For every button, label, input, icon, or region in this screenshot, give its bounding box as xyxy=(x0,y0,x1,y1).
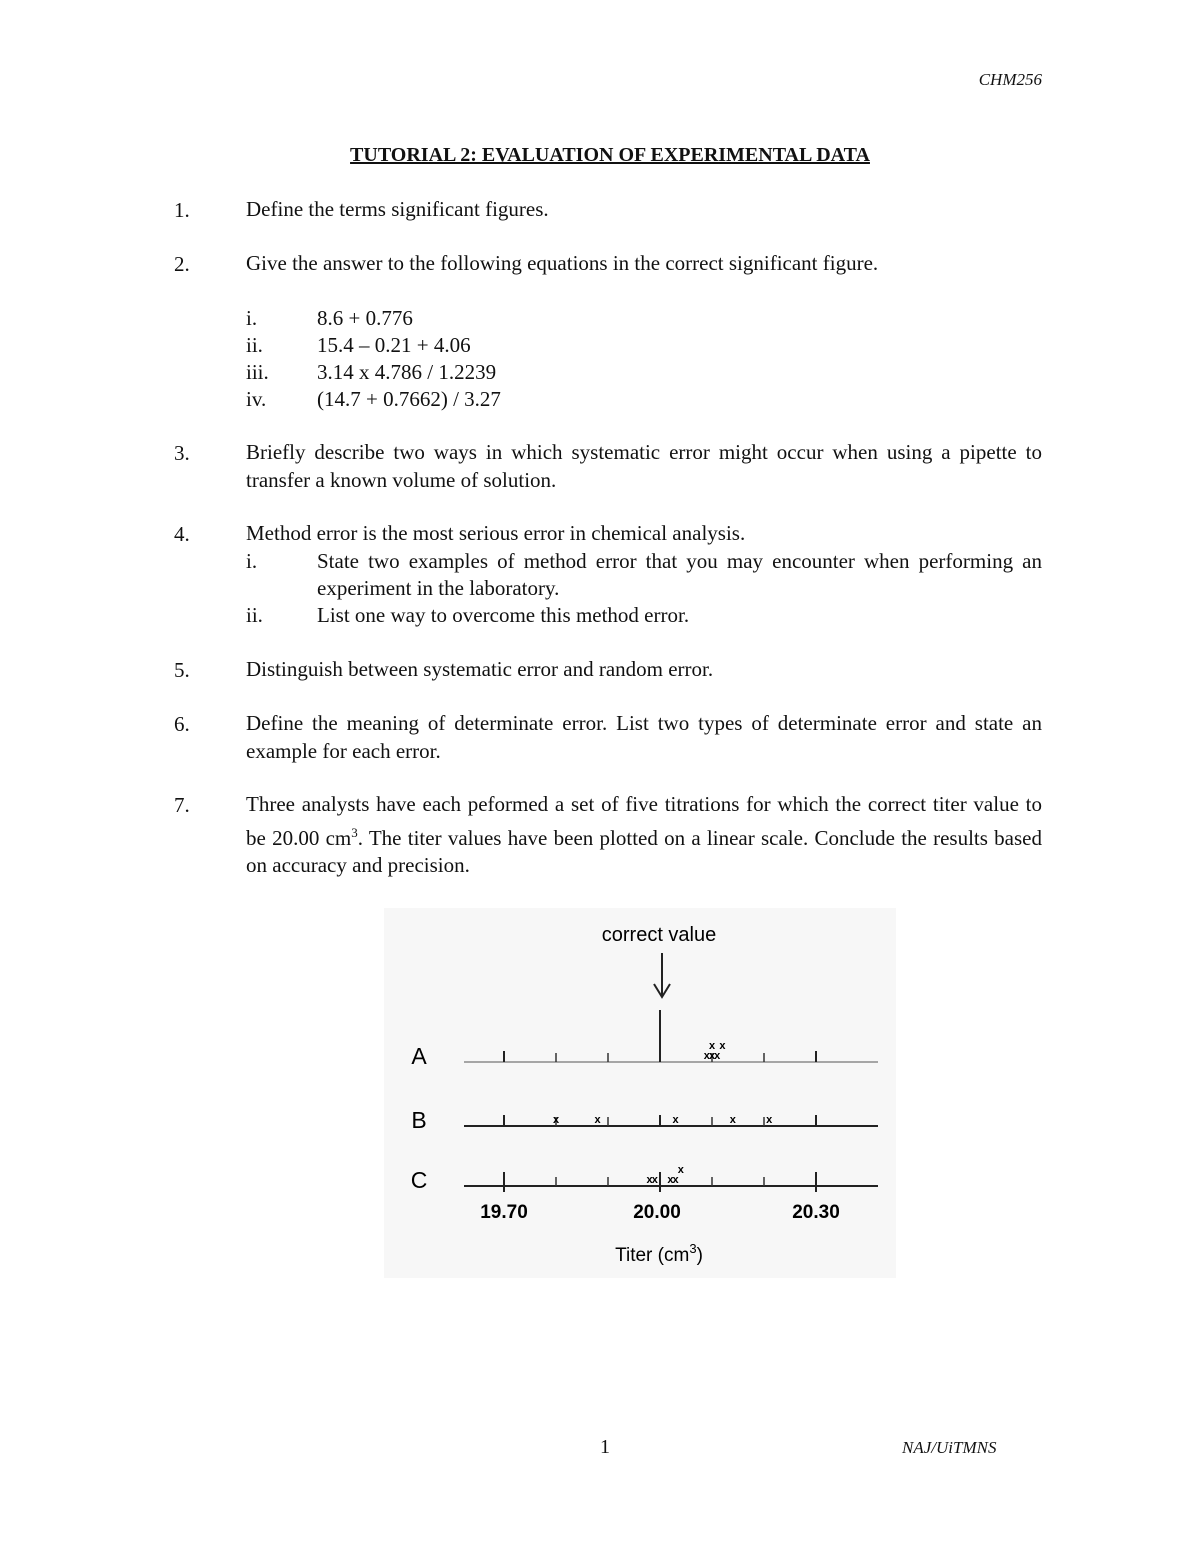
question-number: 7. xyxy=(174,793,190,817)
titration-row-a xyxy=(411,1010,878,1069)
superscript: 3 xyxy=(351,824,358,840)
titration-figure xyxy=(384,908,896,1278)
question-text: Define the meaning of determinate error. List two types of determinate error and state an example for each error. xyxy=(246,711,1042,763)
page-number: 1 xyxy=(600,1436,610,1458)
subitem-text: List one way to overcome this method error. xyxy=(317,603,690,627)
tick-label: 19.70 xyxy=(480,1202,528,1223)
titer-marker: x xyxy=(708,1050,716,1062)
question-text xyxy=(246,791,1042,880)
equation: 15.4 – 0.21 + 4.06 xyxy=(317,333,471,357)
question-number: 2. xyxy=(174,252,190,276)
titer-marker: x xyxy=(672,1174,679,1186)
footer-reference: NAJ/UiTMNS xyxy=(902,1438,997,1457)
titer-marker: x xyxy=(672,1114,679,1126)
titer-marker: x xyxy=(714,1050,721,1062)
page-title: TUTORIAL 2: EVALUATION OF EXPERIMENTAL DATA xyxy=(350,144,870,166)
subitem-roman: ii. xyxy=(246,603,263,627)
titer-marker: x xyxy=(667,1174,674,1186)
subitem-roman: i. xyxy=(246,549,258,573)
question-text-part: Three analysts have each peformed a set of five titrations for which the correct titer value to be 20.00 cm xyxy=(246,792,1042,850)
axis-title-end: ) xyxy=(696,1245,703,1266)
question-number: 6. xyxy=(174,712,190,736)
titer-marker: x xyxy=(677,1164,684,1176)
tick-label: 20.00 xyxy=(633,1202,681,1223)
axis-title-sup: 3 xyxy=(689,1241,697,1256)
question-number: 1. xyxy=(174,198,190,222)
course-code: CHM256 xyxy=(978,70,1042,89)
row-label: A xyxy=(411,1043,427,1069)
correct-value-label: correct value xyxy=(601,924,717,946)
titer-marker: x xyxy=(594,1114,601,1126)
titration-plot xyxy=(384,908,896,1278)
row-label: C xyxy=(410,1167,428,1193)
question-text: Give the answer to the following equations in the correct significant figure. xyxy=(246,251,879,275)
titer-marker: x xyxy=(766,1114,773,1126)
question-text: Distinguish between systematic error and random error. xyxy=(246,657,714,681)
question-number: 5. xyxy=(174,658,190,682)
tick-label: 20.30 xyxy=(792,1202,840,1223)
subitem-roman: i. xyxy=(246,306,258,330)
titer-marker: x xyxy=(703,1050,710,1062)
equation: 3.14 x 4.786 / 1.2239 xyxy=(317,360,497,384)
question-text: Briefly describe two ways in which systematic error might occur when using a pipette to transfer a known volume of solution. xyxy=(246,440,1042,492)
subitem-roman: iv. xyxy=(246,387,267,411)
question-text: Define the terms significant figures. xyxy=(246,197,549,221)
titer-marker: x xyxy=(552,1114,560,1126)
question-text-part: . The titer values have been plotted on a linear scale. Conclude the results based on accuracy and precision. xyxy=(246,825,1042,877)
titer-marker: x xyxy=(708,1040,716,1052)
subitem-roman: iii. xyxy=(246,360,269,384)
equation: (14.7 + 0.7662) / 3.27 xyxy=(317,387,501,411)
axis-title xyxy=(615,1241,703,1266)
titer-marker: x xyxy=(719,1040,726,1052)
axis-title-text: Titer (cm xyxy=(615,1245,690,1266)
titration-row-c xyxy=(411,1164,878,1193)
subitem-roman: ii. xyxy=(246,333,263,357)
down-arrow-icon xyxy=(654,953,670,997)
titer-marker: x xyxy=(646,1174,653,1186)
row-label: B xyxy=(411,1107,427,1133)
titration-row-b xyxy=(411,1107,878,1133)
titer-marker: x xyxy=(729,1114,736,1126)
question-text: Method error is the most serious error in chemical analysis. xyxy=(246,521,746,545)
question-number: 3. xyxy=(174,441,190,465)
question-number: 4. xyxy=(174,522,190,546)
equation: 8.6 + 0.776 xyxy=(317,306,413,330)
subitem-text: State two examples of method error that you may encounter when performing an experiment in the laboratory. xyxy=(317,549,1042,600)
titer-marker: x xyxy=(651,1174,658,1186)
